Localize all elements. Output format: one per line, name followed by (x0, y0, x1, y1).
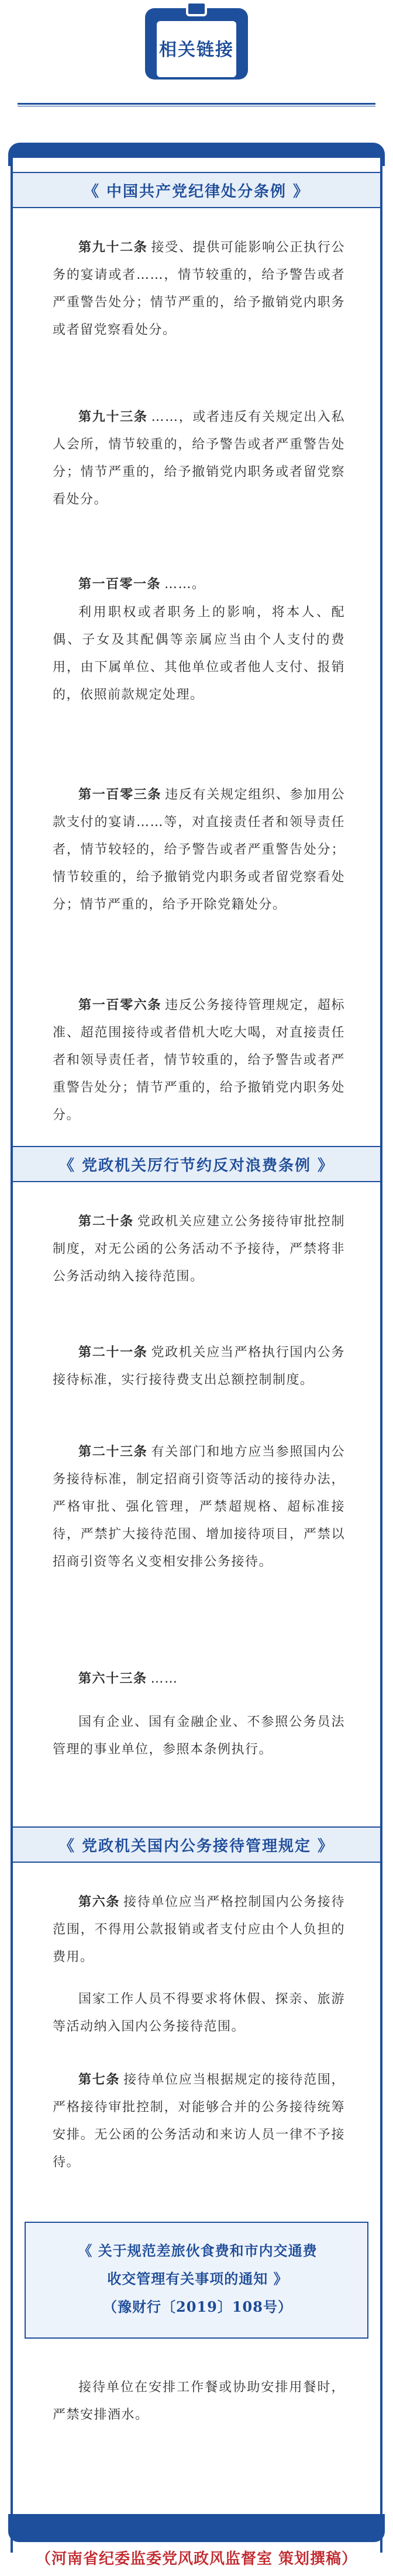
article (53, 1339, 345, 1394)
article-text: 接受、提供可能影响公正执行公务的宴请或者……，情节较重的，给予警告或者严重警告处分；情节严重的，给予撤销党内职务或者留党察看处分。 (53, 240, 345, 337)
article-number: 第二十一条 (78, 1345, 148, 1360)
article-number: 第一百零三条 (78, 788, 162, 802)
article (53, 992, 345, 1129)
notice-box (25, 2222, 368, 2339)
article-text: 党政机关应当严格执行国内公务接待标准，实行接待费支出总额控制制度。 (53, 1345, 345, 1387)
article-text: ……。 (164, 577, 206, 592)
article-text: 接待单位应当严格控制国内公务接待范围，不得用公款报销或者支付应由个人负担的费用。 (53, 1895, 345, 1964)
clip-ring (186, 1, 207, 16)
article (53, 1665, 345, 1693)
article (53, 1438, 345, 1576)
article (53, 2374, 345, 2429)
article-text: 利用职权或者职务上的影响，将本人、配偶、子女及其配偶等亲属应当由个人支付的费用，由下属单位、其他单位或者他人支付、报销的，依照前款规定处理。 (53, 605, 345, 702)
article-text: 国有企业、国有金融企业、不参照公务员法管理的事业单位，参照本条例执行。 (53, 1715, 345, 1757)
section-heading (13, 1146, 380, 1182)
section-heading (13, 172, 380, 208)
article (53, 1985, 345, 2040)
article-number: 第六十三条 (78, 1672, 147, 1686)
notice-title-line: 《 关于规范差旅伙食费和市内交通费 (78, 2242, 318, 2259)
article (53, 234, 345, 344)
article-text: 接待单位应当根据规定的接待范围，严格接待审批控制，对能够合并的公务接待统筹安排。无公函的公务活动和来访人员一律不予接待。 (53, 2073, 345, 2170)
article-number: 第二十条 (78, 1214, 134, 1229)
article (53, 1708, 345, 1763)
content-panel (11, 158, 382, 2553)
page-title: 相关链接 (159, 40, 234, 60)
article-number: 第七条 (78, 2073, 120, 2087)
article-number: 第二十三条 (78, 1445, 148, 1459)
section-heading-text: 《 党政机关国内公务接待管理规定 》 (58, 1837, 335, 1855)
frame-bottom (8, 2514, 385, 2542)
article (53, 403, 345, 513)
article (53, 1888, 345, 1971)
article-number: 第九十三条 (78, 410, 148, 424)
article-text: 有关部门和地方应当参照国内公务接待标准，制定招商引资等活动的接待办法，严格审批、强化管理，严禁超规格、超标准接待，严禁扩大接待范围、增加接待项目，严禁以招商引资等名义变相安排公务接待。 (53, 1445, 345, 1569)
article-number: 第一百零六条 (78, 998, 162, 1013)
article (53, 2066, 345, 2176)
article-text: 党政机关应建立公务接待审批控制制度，对无公函的公务活动不予接待，严禁将非公务活动纳入接待范围。 (53, 1214, 345, 1284)
section-heading-text: 《 中国共产党纪律处分条例 》 (83, 182, 310, 201)
article-text: 接待单位在安排工作餐或协助安排用餐时，严禁安排酒水。 (53, 2380, 345, 2422)
footer-credit: （河南省纪委监委党风政风监督室 策划撰稿） (35, 2550, 358, 2568)
section-heading (13, 1826, 380, 1863)
article-number: 第九十二条 (78, 240, 148, 255)
article-text: 国家工作人员不得要求将休假、探亲、旅游等活动纳入国内公务接待范围。 (53, 1992, 345, 2034)
article (53, 781, 345, 918)
notice-title-line: （豫财行〔2019〕108号） (103, 2298, 292, 2315)
article-text: …… (150, 1672, 178, 1686)
notice-title-line: 收交管理有关事项的通知 》 (107, 2270, 288, 2287)
article-number: 第六条 (78, 1895, 120, 1909)
header-rule (18, 103, 375, 105)
article-text: 违反公务接待管理规定，超标准、超范围接待或者借机大吃大喝，对直接责任者和领导责任者，情节较重的，给予警告或者严重警告处分；情节严重的，给予撤销党内职务处分。 (53, 998, 345, 1123)
article (53, 571, 345, 598)
article (53, 1208, 345, 1290)
article-text: 违反有关规定组织、参加用公款支付的宴请……等，对直接责任者和领导责任者，情节较轻的，给予警告或者严重警告处分；情节较重的，给予撤销党内职务或者留党察看处分；情节严重的，给予开除党籍处分。 (53, 788, 345, 912)
article-text: ……，或者违反有关规定出入私人会所，情节较重的，给予警告或者严重警告处分；情节严重的，给予撤销党内职务或者留党察看处分。 (53, 410, 345, 507)
article (53, 599, 345, 709)
section-heading-text: 《 党政机关厉行节约反对浪费条例 》 (58, 1156, 335, 1175)
article-number: 第一百零一条 (78, 577, 161, 592)
